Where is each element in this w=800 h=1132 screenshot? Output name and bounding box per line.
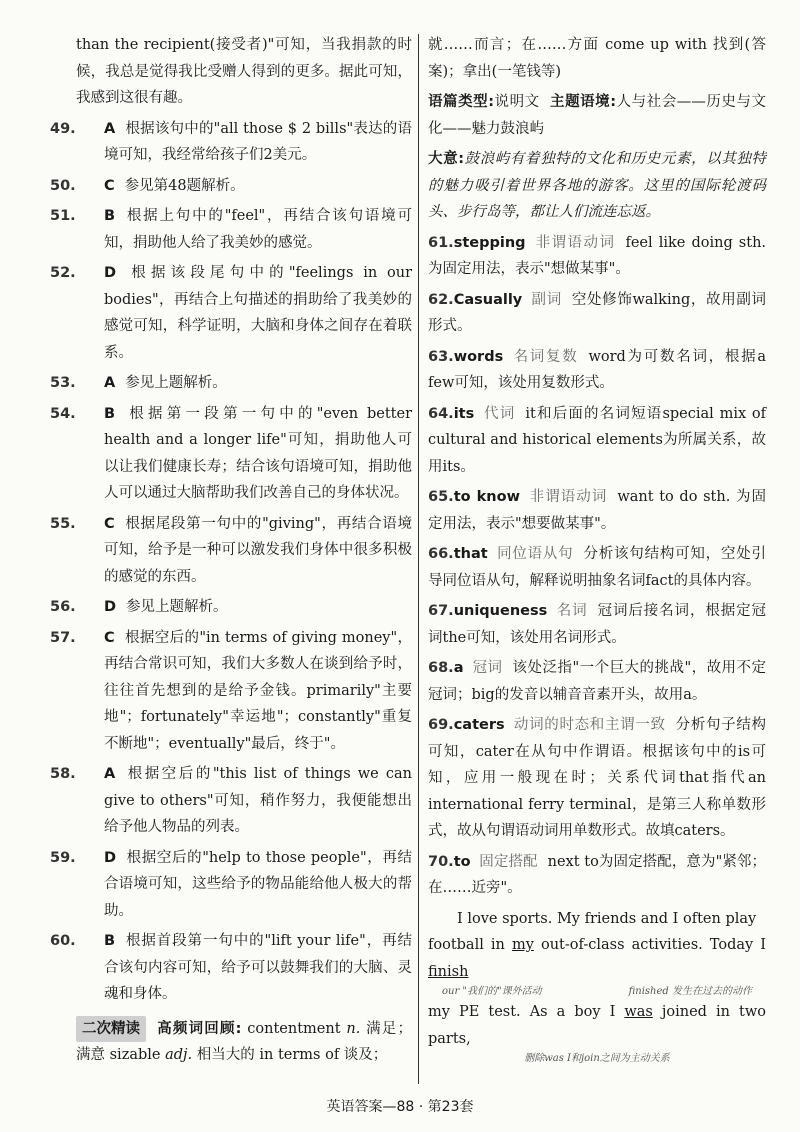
item-explanation: 根据上句中的"feel"，再结合该句语境可知，捐助他人给了我美妙的感觉。: [104, 208, 412, 251]
item-answer: D: [104, 265, 117, 281]
item-number: 59.: [50, 849, 76, 866]
text-type-value: 说明文: [494, 94, 540, 110]
passage-line-2: [428, 932, 766, 985]
vocab-pos-1: n.: [346, 1020, 361, 1037]
passage-text: my PE test. As a boy I: [428, 1004, 625, 1020]
answer-item: [428, 401, 766, 481]
right-intro: 就……而言；在……方面 come up with 找到(答案)；拿出(一笔钱等): [428, 37, 766, 80]
item-explanation: 参见第48题解析。: [124, 177, 245, 194]
answer-item: [50, 401, 412, 507]
item-number: 50.: [50, 177, 76, 194]
item-category: 冠词: [472, 660, 503, 676]
item-category: 同位语从句: [497, 546, 574, 562]
answer-item: [428, 230, 766, 283]
item-answer: A: [104, 375, 116, 391]
passage-note-2: 删除was I和join之间为主动关系: [524, 1053, 670, 1064]
vocab-word-2: sizable: [109, 1047, 161, 1063]
item-category: 非谓语动词: [535, 234, 616, 251]
item-category: 动词的时态和主谓一致: [513, 717, 666, 733]
left-answer-list: [50, 116, 412, 1008]
answer-item: [50, 594, 412, 621]
item-number: 52.: [50, 265, 76, 281]
item-explanation: 根据空后的"help to those people"，再结合语境可知，这些给予的物品能给他人极大的帮助。: [104, 849, 412, 919]
item-answer: its: [453, 405, 475, 422]
answer-item: [428, 344, 766, 397]
item-answer: stepping: [453, 234, 526, 251]
answer-item: [50, 370, 412, 397]
item-number: 58.: [50, 766, 76, 782]
item-number: 63.: [428, 348, 454, 365]
passage-note-1: [428, 985, 766, 999]
item-explanation: 根据第一段第一句中的"even better health and a longer life"可知，捐助他人可以让我们健康长寿；结合该句语境可知，捐助他人可以通过大脑帮助我们改善自己的身体状况。: [104, 405, 412, 501]
passage-text: football in: [428, 937, 512, 953]
item-number: 66.: [428, 546, 454, 562]
item-answer: C: [104, 177, 115, 194]
passage-line-3: [428, 999, 766, 1052]
passage-text: joined in two parts,: [428, 1004, 766, 1047]
passage-error-was: was: [624, 1004, 653, 1020]
passage-text: out-of-class activities. Today I: [533, 937, 766, 953]
answer-item: [50, 260, 412, 366]
answer-item: [428, 484, 766, 537]
item-answer: B: [104, 208, 116, 224]
summary-line: [428, 146, 766, 226]
item-category: 副词: [531, 291, 562, 308]
passage-line-1: I love sports. My friends and I often play: [457, 910, 757, 927]
item-category: 名词复数: [513, 348, 579, 365]
item-answer: B: [104, 405, 116, 422]
passage-block: [428, 906, 766, 1067]
item-number: 64.: [428, 405, 454, 422]
summary-text: 鼓浪屿有着独特的文化和历史元素，以其独特的魅力吸引着世界各地的游客。这里的国际轮渡码头、步行岛等，都让人们流连忘返。: [428, 151, 766, 220]
item-answer: words: [453, 348, 504, 365]
column-divider: [418, 34, 419, 1084]
section-box-label: 二次精读: [76, 1016, 146, 1043]
item-number: 68.: [428, 660, 454, 676]
answer-item: [50, 511, 412, 591]
theme-label: 主题语境:: [550, 94, 617, 110]
item-explanation: 根据首段第一句中的"lift your life"，再结合该句内容可知，给予可以鼓舞我们的大脑、灵魂和身体。: [104, 933, 412, 1002]
item-number: 51.: [50, 208, 76, 224]
item-number: 69.: [428, 717, 454, 733]
item-number: 53.: [50, 375, 76, 391]
item-answer: A: [104, 766, 116, 782]
vocab-word-1: contentment: [247, 1020, 341, 1037]
item-explanation: 分析句子结构可知，cater在从句中作谓语。根据该句中的is可知，应用一般现在时；关系代词that指代an international ferry terminal，是第三人称单数形式，故从句谓语动词用单数形式。故填caters。: [428, 717, 767, 839]
answer-item: [428, 655, 766, 708]
item-explanation: word为可数名词，根据a few可知，该处用复数形式。: [428, 348, 767, 391]
item-number: 57.: [50, 629, 76, 646]
item-explanation: 空处修饰walking，故用副词形式。: [428, 291, 767, 334]
item-explanation: it和后面的名词短语special mix of cultural and historical elements为所属关系，故用its。: [428, 405, 767, 475]
summary-label: 大意:: [428, 151, 464, 167]
item-category: 非谓语动词: [529, 489, 608, 505]
passage-error-finish: finish: [428, 963, 469, 980]
answer-item: [50, 845, 412, 925]
vocab-def-1: 满足；满意: [76, 1020, 413, 1063]
item-answer: C: [104, 515, 115, 532]
item-answer: D: [104, 849, 117, 866]
answer-item: [50, 761, 412, 841]
vocab-label: 高频词回顾:: [156, 1020, 242, 1037]
answer-item: [428, 712, 766, 845]
section-vocab: [76, 1016, 412, 1069]
item-number: 62.: [428, 291, 454, 308]
item-answer: A: [104, 120, 116, 137]
item-answer: B: [104, 933, 116, 949]
item-answer: D: [104, 599, 117, 615]
item-explanation: feel like doing sth. 为固定用法，表示"想做某事"。: [428, 234, 767, 277]
answer-item: [50, 203, 412, 256]
item-number: 54.: [50, 405, 76, 422]
right-column: [428, 32, 766, 1066]
left-column: [50, 32, 413, 1073]
item-answer: to: [453, 853, 471, 870]
item-answer: uniqueness: [453, 603, 548, 619]
item-number: 49.: [50, 120, 76, 137]
item-answer: Casually: [453, 291, 523, 308]
item-answer: that: [453, 546, 488, 562]
item-number: 60.: [50, 933, 76, 949]
page-footer: 英语答案—88 · 第23套: [326, 1099, 474, 1115]
item-category: 代词: [484, 405, 516, 422]
item-number: 55.: [50, 515, 76, 532]
note-our: our "我们的"课外活动: [442, 986, 542, 997]
item-answer: a: [453, 660, 464, 676]
vocab-def-2: 相当大的: [196, 1047, 255, 1063]
item-explanation: next to为固定搭配，意为"紧邻；在……近旁"。: [428, 853, 767, 896]
item-number: 67.: [428, 603, 454, 619]
item-explanation: 根据空后的"in terms of giving money"，再结合常识可知，我们大多数人在谈到给予时，往往首先想到的是给予金钱。primarily"主要地"；fortunately"幸运地"；constantly"重复不断地"；eventually"最后，终于"。: [104, 629, 412, 752]
answer-item: [428, 287, 766, 340]
answer-item: [428, 541, 766, 594]
note-finished: finished 发生在过去的动作: [628, 986, 752, 997]
answer-item: [50, 173, 412, 200]
answer-item: [50, 116, 412, 169]
item-number: 56.: [50, 599, 76, 615]
answer-item: [428, 598, 766, 651]
item-answer: to know: [453, 489, 520, 505]
theme-value: 人与社会——历史与文化——魅力鼓浪屿: [428, 94, 766, 137]
item-category: 名词: [556, 603, 588, 619]
item-answer: caters: [453, 717, 505, 733]
item-explanation: 该处泛指"一个巨大的挑战"，故用不定冠词；big的发音以辅音音素开头，故用a。: [428, 660, 767, 703]
item-explanation: 参见上题解析。: [125, 375, 227, 391]
item-explanation: 参见上题解析。: [126, 599, 228, 615]
answer-item: [428, 849, 766, 902]
answer-item: [50, 928, 412, 1008]
left-intro: than the recipient(接受者)"可知，当我捐款的时候，我总是觉得我比受赠人得到的更多。据此可知，我感到这很有趣。: [76, 37, 412, 106]
item-number: 65.: [428, 489, 454, 505]
item-explanation: 根据尾段第一句中的"giving"，再结合语境可知，给予是一种可以激发我们身体中很多积极的感觉的东西。: [104, 515, 412, 585]
item-answer: C: [104, 629, 115, 646]
item-explanation: 冠词后接名词，根据定冠词the可知，该处用名词形式。: [428, 603, 767, 646]
item-explanation: 根据该句中的"all those $ 2 bills"表达的语境可知，我经常给孩子们2美元。: [104, 120, 412, 163]
item-explanation: 根据该段尾句中的"feelings in our bodies"，再结合上句描述的捐助给了我美妙的感觉可知，科学证明，大脑和身体之间存在着联系。: [104, 265, 412, 361]
vocab-pos-2: adj.: [165, 1047, 193, 1063]
right-answer-list: [428, 230, 766, 902]
item-explanation: 分析该句结构可知，空处引导同位语从句，解释说明抽象名词fact的具体内容。: [428, 546, 767, 589]
text-type-line: [428, 89, 766, 142]
item-number: 61.: [428, 234, 454, 251]
item-explanation: 根据空后的"this list of things we can give to others"可知，稍作努力，我便能想出给予他人物品的列表。: [104, 766, 412, 835]
item-category: 固定搭配: [479, 853, 538, 870]
item-number: 70.: [428, 853, 454, 870]
text-type-label: 语篇类型:: [428, 94, 494, 110]
item-explanation: want to do sth. 为固定用法，表示"想要做某事"。: [428, 489, 767, 532]
answer-item: [50, 625, 412, 758]
vocab-word-3: in terms of 谈及；: [259, 1047, 388, 1063]
passage-error-my: my: [511, 937, 534, 953]
